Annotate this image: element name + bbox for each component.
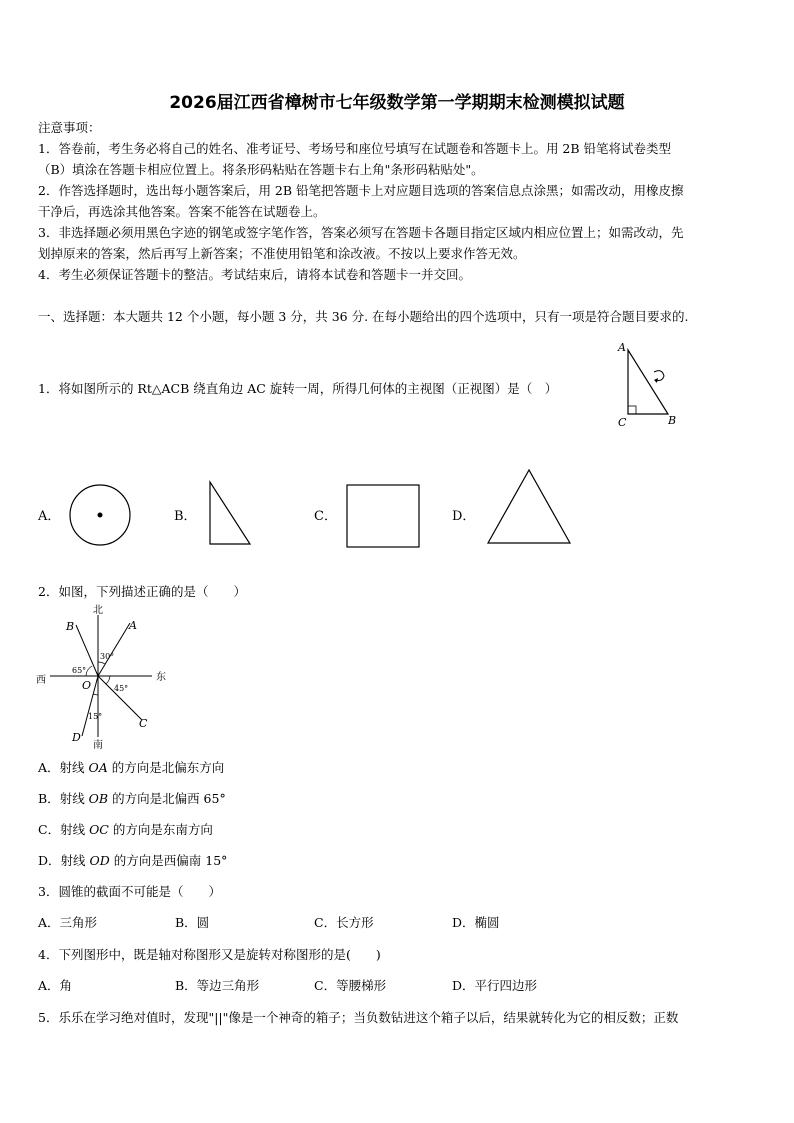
notice-line: 4．考生必须保证答题卡的整洁。考试结束后，请将本试卷和答题卡一并交回。 xyxy=(38,267,471,282)
q1-option-c-square xyxy=(342,480,424,550)
q2-compass-figure xyxy=(34,603,174,751)
label-o: O xyxy=(82,679,92,692)
label-a: A xyxy=(129,619,137,632)
notice-line: 1．答卷前，考生务必将自己的姓名、准考证号、考场号和座位号填写在试题卷和答题卡上。用 2B 铅笔将试卷类型 xyxy=(38,141,672,156)
label-b: B xyxy=(668,414,677,427)
q1-option-b-label: B． xyxy=(174,509,197,524)
q2-option-a xyxy=(38,757,224,778)
question-3-text: 3．圆锥的截面不可能是（ ） xyxy=(38,884,221,899)
right-triangle-shape xyxy=(628,350,668,414)
ray-name: OB xyxy=(88,791,109,806)
option-label: D． xyxy=(38,853,61,868)
right-angle-mark xyxy=(628,406,636,414)
q4-option-c: C．等腰梯形 xyxy=(314,978,387,993)
option-text: 射线 xyxy=(59,760,89,775)
angle-arc-30 xyxy=(98,662,105,664)
notice-line: 干净后，再选涂其他答案。答案不能答在试题卷上。 xyxy=(38,204,326,219)
q1-option-d-label: D． xyxy=(452,509,476,524)
page-title: 2026届江西省樟树市七年级数学第一学期期末检测模拟试题 xyxy=(169,93,625,113)
angle-arc-15 xyxy=(93,694,98,695)
angle-label-30: 30° xyxy=(100,652,115,661)
q1-option-a-circle xyxy=(66,482,136,552)
q3-option-b: B．圆 xyxy=(175,915,210,930)
ray-name: OA xyxy=(88,760,108,775)
q4-option-b: B．等边三角形 xyxy=(175,978,260,993)
angle-arc-45 xyxy=(106,676,110,684)
notice-line: （B）填涂在答题卡相应位置上。将条形码粘贴在答题卡右上角"条形码粘贴处"。 xyxy=(38,162,484,177)
q1-option-b-triangle xyxy=(202,478,258,548)
question-5-text: 5．乐乐在学习绝对值时，发现"||"像是一个神奇的箱子；当负数钻进这个箱子以后，结果就转化为它的相反数；正数 xyxy=(38,1010,679,1025)
angle-label-45: 45° xyxy=(114,684,129,693)
option-label: B． xyxy=(38,791,60,806)
q4-option-a: A．角 xyxy=(38,978,73,993)
question-2-text: 2．如图，下列描述正确的是（ ） xyxy=(38,584,246,599)
notice-heading: 注意事项： xyxy=(38,120,101,135)
option-text: 的方向是东南方向 xyxy=(108,822,213,837)
angle-arc-65 xyxy=(86,666,92,676)
option-text: 的方向是北偏西 65° xyxy=(108,791,226,806)
rotation-arrow-icon xyxy=(654,371,664,381)
q2-option-c xyxy=(38,819,213,840)
option-label: C． xyxy=(38,822,61,837)
label-south: 南 xyxy=(93,740,103,751)
q2-option-d xyxy=(38,850,227,871)
option-text: 的方向是北偏东方向 xyxy=(107,760,225,775)
rotation-arrowhead-icon xyxy=(654,378,658,383)
angle-label-15: 15° xyxy=(88,712,103,721)
q1-option-d-triangle xyxy=(482,466,576,548)
right-triangle-shape xyxy=(210,482,250,544)
angle-label-65: 65° xyxy=(72,666,87,675)
label-c: C xyxy=(618,416,627,429)
option-text: 射线 xyxy=(59,791,89,806)
q3-option-d: D．椭圆 xyxy=(452,915,500,930)
option-text: 射线 xyxy=(60,853,90,868)
q3-option-a: A．三角形 xyxy=(38,915,98,930)
section-heading: 一、选择题：本大题共 12 个小题，每小题 3 分，共 36 分. 在每小题给出的四个选项中，只有一项是符合题目要求的. xyxy=(38,309,689,324)
q3-option-c: C．长方形 xyxy=(314,915,374,930)
ray-oc xyxy=(98,676,142,720)
ray-oa xyxy=(98,623,130,676)
option-label: A． xyxy=(38,760,60,775)
center-dot xyxy=(98,513,103,518)
equilateral-triangle-shape xyxy=(488,470,570,543)
rectangle-shape xyxy=(347,485,419,547)
label-west: 西 xyxy=(36,675,46,686)
q2-option-b xyxy=(38,788,226,809)
label-north: 北 xyxy=(93,605,103,616)
q1-option-a-label: A． xyxy=(38,509,61,524)
q1-triangle-figure xyxy=(610,336,690,432)
label-b: B xyxy=(66,620,75,633)
notice-line: 3．非选择题必须用黑色字迹的钢笔或签字笔作答，答案必须写在答题卡各题目指定区域内相应位置上；如需改动，先 xyxy=(38,225,684,240)
label-a: A xyxy=(618,341,626,354)
label-c: C xyxy=(139,717,148,730)
label-east: 东 xyxy=(156,672,166,683)
q4-option-d: D．平行四边形 xyxy=(452,978,538,993)
question-1-text: 1．将如图所示的 Rt△ACB 绕直角边 AC 旋转一周，所得几何体的主视图（正视图）是（ ） xyxy=(38,381,558,396)
question-4-text: 4．下列图形中，既是轴对称图形又是旋转对称图形的是( ) xyxy=(38,947,381,962)
ray-name: OC xyxy=(89,822,109,837)
ray-name: OD xyxy=(89,853,110,868)
q1-option-c-label: C． xyxy=(314,509,337,524)
label-d: D xyxy=(72,731,81,744)
option-text: 射线 xyxy=(60,822,90,837)
notice-line: 2．作答选择题时，选出每小题答案后，用 2B 铅笔把答题卡上对应题目选项的答案信息点涂黑；如需改动，用橡皮擦 xyxy=(38,183,684,198)
option-text: 的方向是西偏南 15° xyxy=(109,853,228,868)
notice-line: 划掉原来的答案，然后再写上新答案；不准使用铅笔和涂改液。不按以上要求作答无效。 xyxy=(38,246,526,261)
